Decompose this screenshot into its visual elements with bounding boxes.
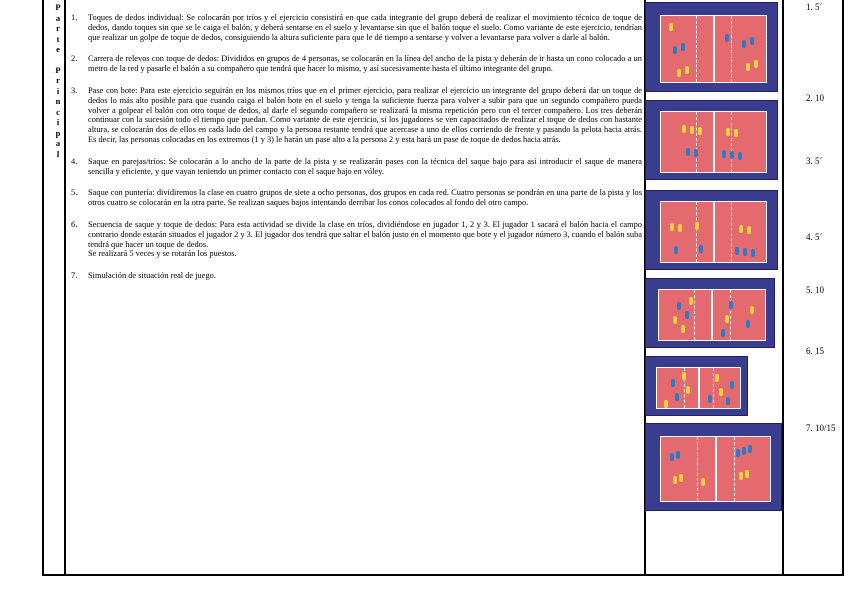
section-label-spacer bbox=[53, 55, 63, 65]
time-label: 3. 5´ bbox=[806, 156, 823, 166]
player-marker bbox=[734, 129, 738, 137]
attack-line bbox=[731, 112, 732, 172]
exercise-text: Pase con bote: Para este ejercicio seguirán en los mismos tríos que en el primer ejercicio, para realizar el ejercicio un integrante del grupo deberá dar un toque de dedos lo más alto posible para que cuando caiga el balón bote en el suelo y tenga la suficiente fuerza para volver a subir para que un segundo compañero pueda volver a golpear el balón con otro toque de dedos, al darle el segundo compañero se realizará la misma repetición pero con el tercer compañero. Los tres deberán continuar con la sucesión todo el tiempo que puedan. Como variante de este ejercicio, si los jugadores se ven capacitados de realizar el toque de dedos con bastante altura, se colocarán dos de ellos en cada lado del campo y la persona restante tendrá que acercase a uno de ellos corriendo de frente y pasando la pelota hacia atrás. Es decir, las personas colocadas en los extremos (1 y 3) le harán un pase alto a la persona 2 y esta hará un pase de toque de dedos hacia atrás. bbox=[88, 85, 642, 144]
section-label-letter: a bbox=[55, 12, 61, 23]
exercise-number: 7. bbox=[71, 271, 78, 281]
time-label-suffix: ´ bbox=[814, 355, 816, 361]
player-marker bbox=[750, 306, 754, 314]
player-marker bbox=[719, 388, 723, 396]
player-marker bbox=[677, 302, 681, 310]
exercise-number: 6. bbox=[71, 219, 78, 229]
section-label-letter: c bbox=[56, 106, 60, 117]
attack-line bbox=[730, 290, 731, 340]
court-diagram bbox=[645, 100, 778, 180]
player-marker bbox=[726, 128, 730, 136]
player-marker bbox=[682, 372, 686, 380]
section-label-letter: P bbox=[55, 64, 61, 75]
player-marker bbox=[708, 395, 712, 403]
player-marker bbox=[690, 126, 694, 134]
player-marker bbox=[722, 150, 726, 158]
net-line bbox=[713, 202, 715, 262]
player-marker bbox=[726, 397, 730, 405]
player-marker bbox=[673, 46, 677, 54]
exercise-item bbox=[71, 219, 642, 259]
exercise-text-note: Se realizará 5 veces y se rotarán los puestos. bbox=[88, 249, 237, 259]
player-marker bbox=[677, 69, 681, 77]
player-marker bbox=[670, 223, 674, 231]
player-marker bbox=[751, 249, 755, 257]
exercise-item bbox=[71, 13, 642, 42]
section-label-letter: r bbox=[56, 75, 60, 85]
player-marker bbox=[750, 37, 754, 45]
section-label-letter: a bbox=[55, 138, 61, 148]
time-label: 4. 5´ bbox=[806, 232, 823, 242]
court-diagram bbox=[645, 356, 748, 416]
player-marker bbox=[686, 148, 690, 156]
section-label-letter: r bbox=[56, 23, 60, 33]
player-marker bbox=[686, 386, 690, 394]
player-marker bbox=[725, 34, 729, 42]
player-marker bbox=[742, 447, 746, 455]
court-floor bbox=[660, 201, 767, 263]
player-marker bbox=[681, 325, 685, 333]
player-marker bbox=[671, 379, 675, 387]
time-entry bbox=[806, 285, 824, 300]
exercise-number: 5. bbox=[71, 188, 78, 198]
player-marker bbox=[669, 23, 673, 31]
attack-line bbox=[696, 112, 697, 172]
net-line bbox=[713, 16, 715, 82]
attack-line bbox=[731, 202, 732, 262]
player-marker bbox=[689, 297, 693, 305]
time-label: 2. 10 bbox=[806, 93, 824, 103]
player-marker bbox=[735, 247, 739, 255]
net-line bbox=[711, 290, 713, 340]
player-marker bbox=[679, 474, 683, 482]
player-marker bbox=[675, 393, 679, 401]
player-marker bbox=[673, 316, 677, 324]
exercise-text: Secuencia de saque y toque de dedos: Para esta actividad se divide la clase en tríos, dividiéndose en jugador 1, 2 y 3. El jugador 1 sacará el balón hacia el campo contrario donde estarán situados el jugador 2 y 3. El jugador dos tendrá que saltar el balón justo en el momento que bote y el jugador número 3, cuando el balón suba tendrá que hacer un toque de dedos. bbox=[88, 219, 642, 249]
attack-line bbox=[696, 16, 697, 82]
time-label: 6. 15 bbox=[806, 346, 824, 356]
player-marker bbox=[694, 149, 698, 157]
column-divider bbox=[64, 0, 66, 574]
exercise-number: 3. bbox=[71, 85, 78, 95]
player-marker bbox=[673, 476, 677, 484]
section-label-letter: n bbox=[55, 96, 61, 106]
player-marker bbox=[670, 453, 674, 461]
exercise-item bbox=[71, 271, 642, 281]
section-label-letter: p bbox=[55, 127, 61, 138]
player-marker bbox=[754, 60, 758, 68]
player-marker bbox=[745, 470, 749, 478]
player-marker bbox=[730, 151, 734, 159]
exercise-text: Saque con puntería: dividiremos la clase en cuatro grupos de siete a ocho personas, dos grupos en cada red. Cuatro personas se pondrán en una parte de la pista y los otros cuatro se colocarán en la otra parte. Se realizan saques bajos intentando derribar los conos colocados al fondo del otro campo. bbox=[88, 188, 642, 208]
player-marker bbox=[739, 225, 743, 233]
section-label-letter: i bbox=[56, 85, 60, 96]
exercise-number: 1. bbox=[71, 13, 78, 22]
court-diagram bbox=[645, 423, 782, 511]
court-floor bbox=[656, 367, 741, 409]
player-marker bbox=[746, 320, 750, 328]
player-marker bbox=[699, 245, 703, 253]
attack-line bbox=[696, 202, 697, 262]
time-entry bbox=[806, 93, 824, 108]
player-marker bbox=[685, 311, 689, 319]
time-entry bbox=[806, 156, 823, 166]
player-marker bbox=[682, 125, 686, 133]
attack-line bbox=[713, 368, 714, 408]
time-label: 1. 5´ bbox=[806, 2, 823, 12]
player-marker bbox=[747, 226, 751, 234]
exercise-item bbox=[71, 188, 642, 208]
exercise-list bbox=[71, 13, 642, 281]
player-marker bbox=[743, 248, 747, 256]
attack-line bbox=[734, 437, 735, 501]
section-label bbox=[53, 2, 63, 159]
attack-line bbox=[694, 290, 695, 340]
attack-line bbox=[731, 16, 732, 82]
player-marker bbox=[742, 40, 746, 48]
court-floor bbox=[660, 111, 767, 173]
time-entry bbox=[806, 232, 823, 242]
time-label-suffix: ´ bbox=[814, 102, 816, 108]
time-entry bbox=[806, 346, 824, 361]
net-line bbox=[715, 437, 717, 501]
time-label: 5. 10 bbox=[806, 285, 824, 295]
section-label-letter: i bbox=[56, 117, 60, 127]
player-marker bbox=[681, 43, 685, 51]
exercise-item bbox=[71, 85, 642, 145]
court-diagram bbox=[645, 2, 778, 92]
exercise-text: Toques de dedos individual: Se colocarán por tríos y el ejercicio consistirá en que cada integrante del grupo deberá de realizar el movimiento técnico de toque de dedos, dando toques sin que se le caiga el balón, y deberá sentarse en el suelo y levantarse sin que el balón toque el suelo. Como variante de este ejercicio, tendrían que realizar un golpe de toque de dedos, consiguiendo la altura suficiente para que le dé tiempo a sentarse y volver a levantarse para volver a darle al balón. bbox=[88, 13, 642, 42]
section-label-letter: t bbox=[56, 33, 60, 44]
column-divider bbox=[782, 0, 784, 574]
section-label-letter: l bbox=[56, 148, 60, 159]
player-marker bbox=[721, 329, 725, 337]
player-marker bbox=[725, 315, 729, 323]
time-entry bbox=[806, 423, 836, 433]
exercise-text: Saque en parejas/tríos: Se colocarán a lo ancho de la parte de la pista y se realizarán pases con la técnica del saque bajo para así introducir el saque de manera sencilla y eficiente, y que vayan teniendo un primer contacto con el saque bajo en vóley. bbox=[88, 156, 642, 176]
time-label: 7. 10/15 bbox=[806, 423, 836, 433]
player-marker bbox=[685, 66, 689, 74]
player-marker bbox=[729, 301, 733, 309]
player-marker bbox=[739, 472, 743, 480]
attack-line bbox=[697, 437, 698, 501]
player-marker bbox=[736, 449, 740, 457]
exercise-text: Carrera de relevos con toque de dedos: Divididos en grupos de 4 personas, se colocarán en la línea del ancho de la pista y deberán de ir hasta un cono colocado a un metro de la red y pasarle el balón a su compañero que tendrá que hacer lo mismo, y así sucesivamente hasta el último integrante del grupo. bbox=[88, 54, 642, 74]
court-diagram bbox=[645, 278, 775, 348]
player-marker bbox=[701, 478, 705, 486]
player-marker bbox=[695, 222, 699, 230]
time-entry bbox=[806, 2, 823, 12]
exercise-item bbox=[71, 54, 642, 74]
exercise-item bbox=[71, 156, 642, 177]
exercise-text: Simulación de situación real de juego. bbox=[88, 271, 216, 281]
court-floor bbox=[658, 289, 766, 341]
player-marker bbox=[698, 127, 702, 135]
player-marker bbox=[674, 246, 678, 254]
net-line bbox=[713, 112, 715, 172]
player-marker bbox=[678, 224, 682, 232]
court-floor bbox=[660, 436, 771, 502]
time-label-suffix: ´ bbox=[814, 294, 816, 300]
player-marker bbox=[664, 400, 668, 408]
player-marker bbox=[746, 63, 750, 71]
court-floor bbox=[660, 15, 767, 83]
section-label-letter: P bbox=[55, 2, 61, 12]
exercise-number: 4. bbox=[71, 156, 78, 166]
player-marker bbox=[730, 381, 734, 389]
net-line bbox=[698, 368, 700, 408]
player-marker bbox=[715, 374, 719, 382]
court-diagram bbox=[645, 190, 778, 270]
player-marker bbox=[738, 152, 742, 160]
player-marker bbox=[676, 451, 680, 459]
section-label-letter: e bbox=[56, 44, 60, 54]
player-marker bbox=[748, 445, 752, 453]
exercise-number: 2. bbox=[71, 54, 78, 64]
